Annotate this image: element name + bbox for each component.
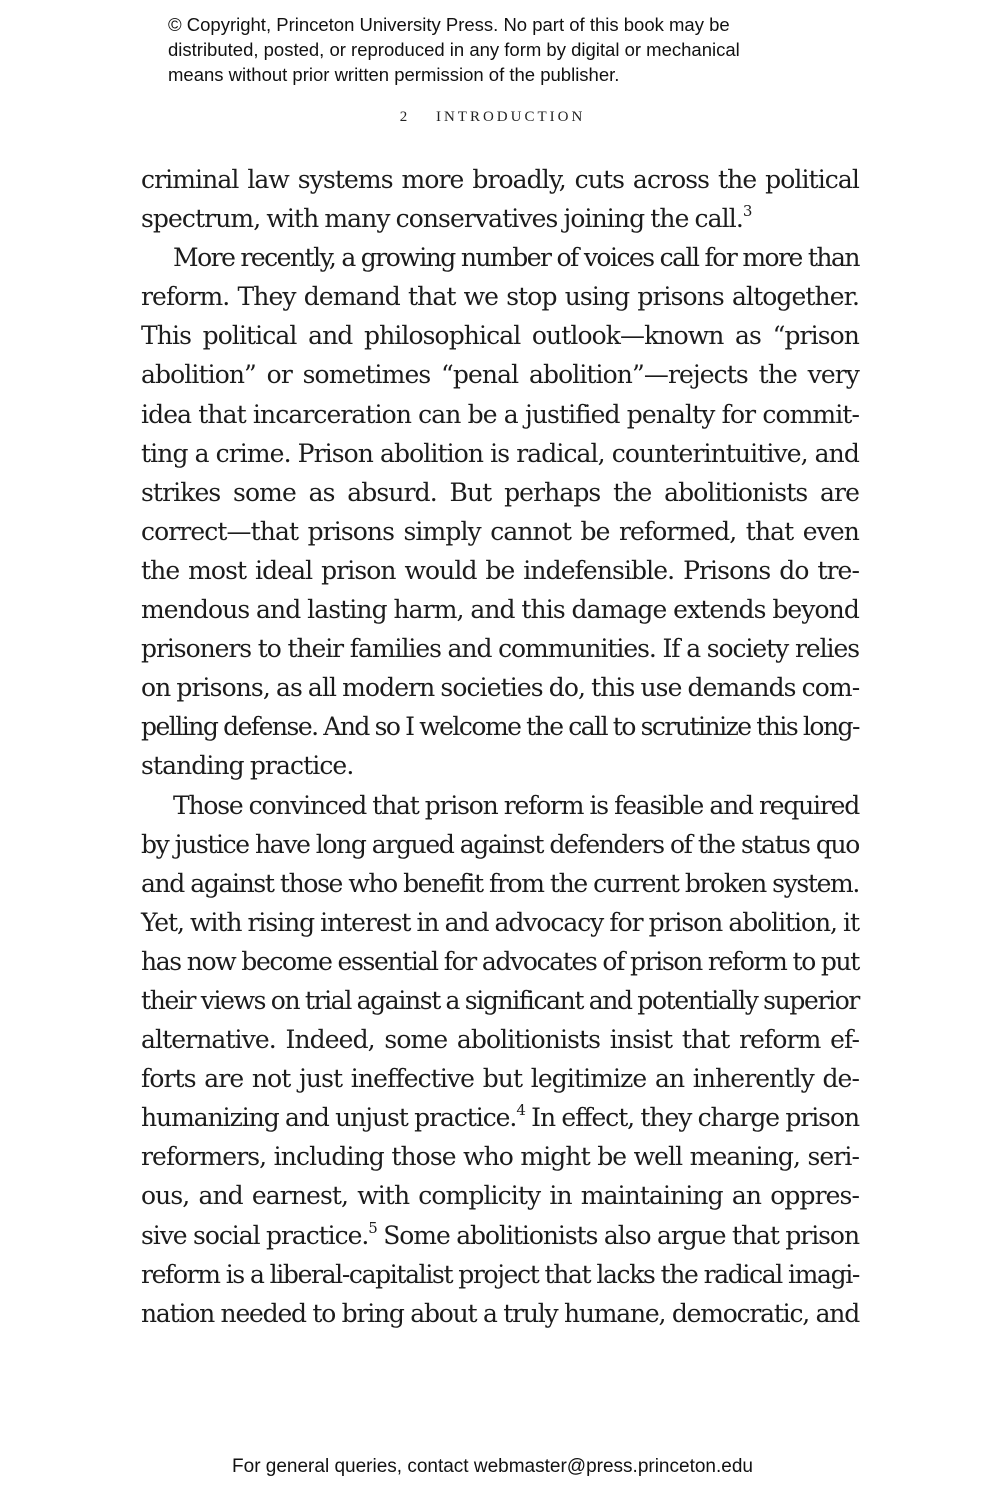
footnote-marker[interactable]: 3 bbox=[742, 202, 752, 221]
text-line: on prisons, as all modern societies do, this use demands com- bbox=[141, 673, 860, 703]
text-line: standing practice. bbox=[141, 751, 354, 781]
running-head bbox=[0, 109, 985, 126]
text-line: ting a crime. Prison abolition is radical, counterintuitive, and bbox=[141, 438, 859, 468]
text-line: reform is a liberal-capitalist project that lacks the radical imagi- bbox=[141, 1259, 859, 1289]
text-line: their views on trial against a significant and potentially superior bbox=[141, 985, 859, 1015]
text-line: Yet, with rising interest in and advocacy for prison abolition, it bbox=[141, 907, 859, 937]
text-line: Those convinced that prison reform is feasible and required bbox=[173, 790, 859, 820]
text-line: forts are not just ineffective but legitimize an inherently de- bbox=[141, 1064, 859, 1094]
text-line: criminal law systems more broadly, cuts across the political bbox=[141, 165, 859, 194]
chapter-title: INTRODUCTION bbox=[435, 109, 586, 125]
text-line: ous, and earnest, with complicity in maintaining an oppres- bbox=[141, 1181, 859, 1211]
text-line: correct—that prisons simply cannot be reformed, that even bbox=[141, 516, 859, 546]
text-line: More recently, a growing number of voices call for more than bbox=[173, 243, 859, 273]
text-line: mendous and lasting harm, and this damage extends beyond bbox=[141, 595, 859, 625]
text-line-content: humanizing and unjust practice. bbox=[141, 1103, 517, 1133]
text-line: alternative. Indeed, some abolitionists insist that reform ef- bbox=[141, 1025, 859, 1055]
copyright-line: means without prior written permission of the publisher. bbox=[168, 64, 620, 85]
footnote-marker[interactable]: 4 bbox=[516, 1101, 525, 1120]
text-line: idea that incarceration can be a justified penalty for commit- bbox=[141, 399, 859, 429]
body-text bbox=[141, 160, 859, 1333]
text-line-content: spectrum, with many conservatives joining the call. bbox=[141, 204, 743, 234]
text-line: prisoners to their families and communities. If a society relies bbox=[141, 634, 859, 664]
text-line: the most ideal prison would be indefensible. Prisons do tre- bbox=[141, 555, 859, 585]
text-line: has now become essential for advocates of prison reform to put bbox=[141, 946, 859, 976]
text-line-content: In effect, they charge prison bbox=[524, 1103, 859, 1133]
text-line bbox=[141, 1098, 859, 1137]
text-line bbox=[141, 1216, 859, 1255]
text-line: by justice have long argued against defenders of the status quo bbox=[141, 829, 859, 859]
text-line: reform. They demand that we stop using prisons altogether. bbox=[141, 282, 859, 312]
footnote-marker[interactable]: 5 bbox=[368, 1218, 377, 1237]
text-line-content: Some abolitionists also argue that prison bbox=[376, 1220, 859, 1250]
page-number: 2 bbox=[399, 109, 408, 125]
text-line: abolition” or sometimes “penal abolition”—rejects the very bbox=[141, 360, 859, 390]
copyright-notice bbox=[168, 12, 868, 87]
text-line: and against those who benefit from the current broken system. bbox=[141, 868, 859, 898]
text-line: nation needed to bring about a truly humane, democratic, and bbox=[141, 1298, 859, 1328]
text-line: This political and philosophical outlook—known as “prison bbox=[141, 321, 859, 351]
copyright-line: distributed, posted, or reproduced in any form by digital or mechanical bbox=[168, 39, 740, 60]
text-line: strikes some as absurd. But perhaps the abolitionists are bbox=[141, 477, 859, 507]
text-line: pelling defense. And so I welcome the call to scrutinize this long- bbox=[141, 712, 859, 742]
text-line: reformers, including those who might be well meaning, seri- bbox=[141, 1142, 859, 1172]
text-line bbox=[141, 199, 859, 238]
copyright-line: © Copyright, Princeton University Press. No part of this book may be bbox=[168, 14, 730, 35]
text-line-content: sive social practice. bbox=[141, 1220, 369, 1250]
footer-contact: For general queries, contact webmaster@press.princeton.edu bbox=[232, 1456, 753, 1477]
